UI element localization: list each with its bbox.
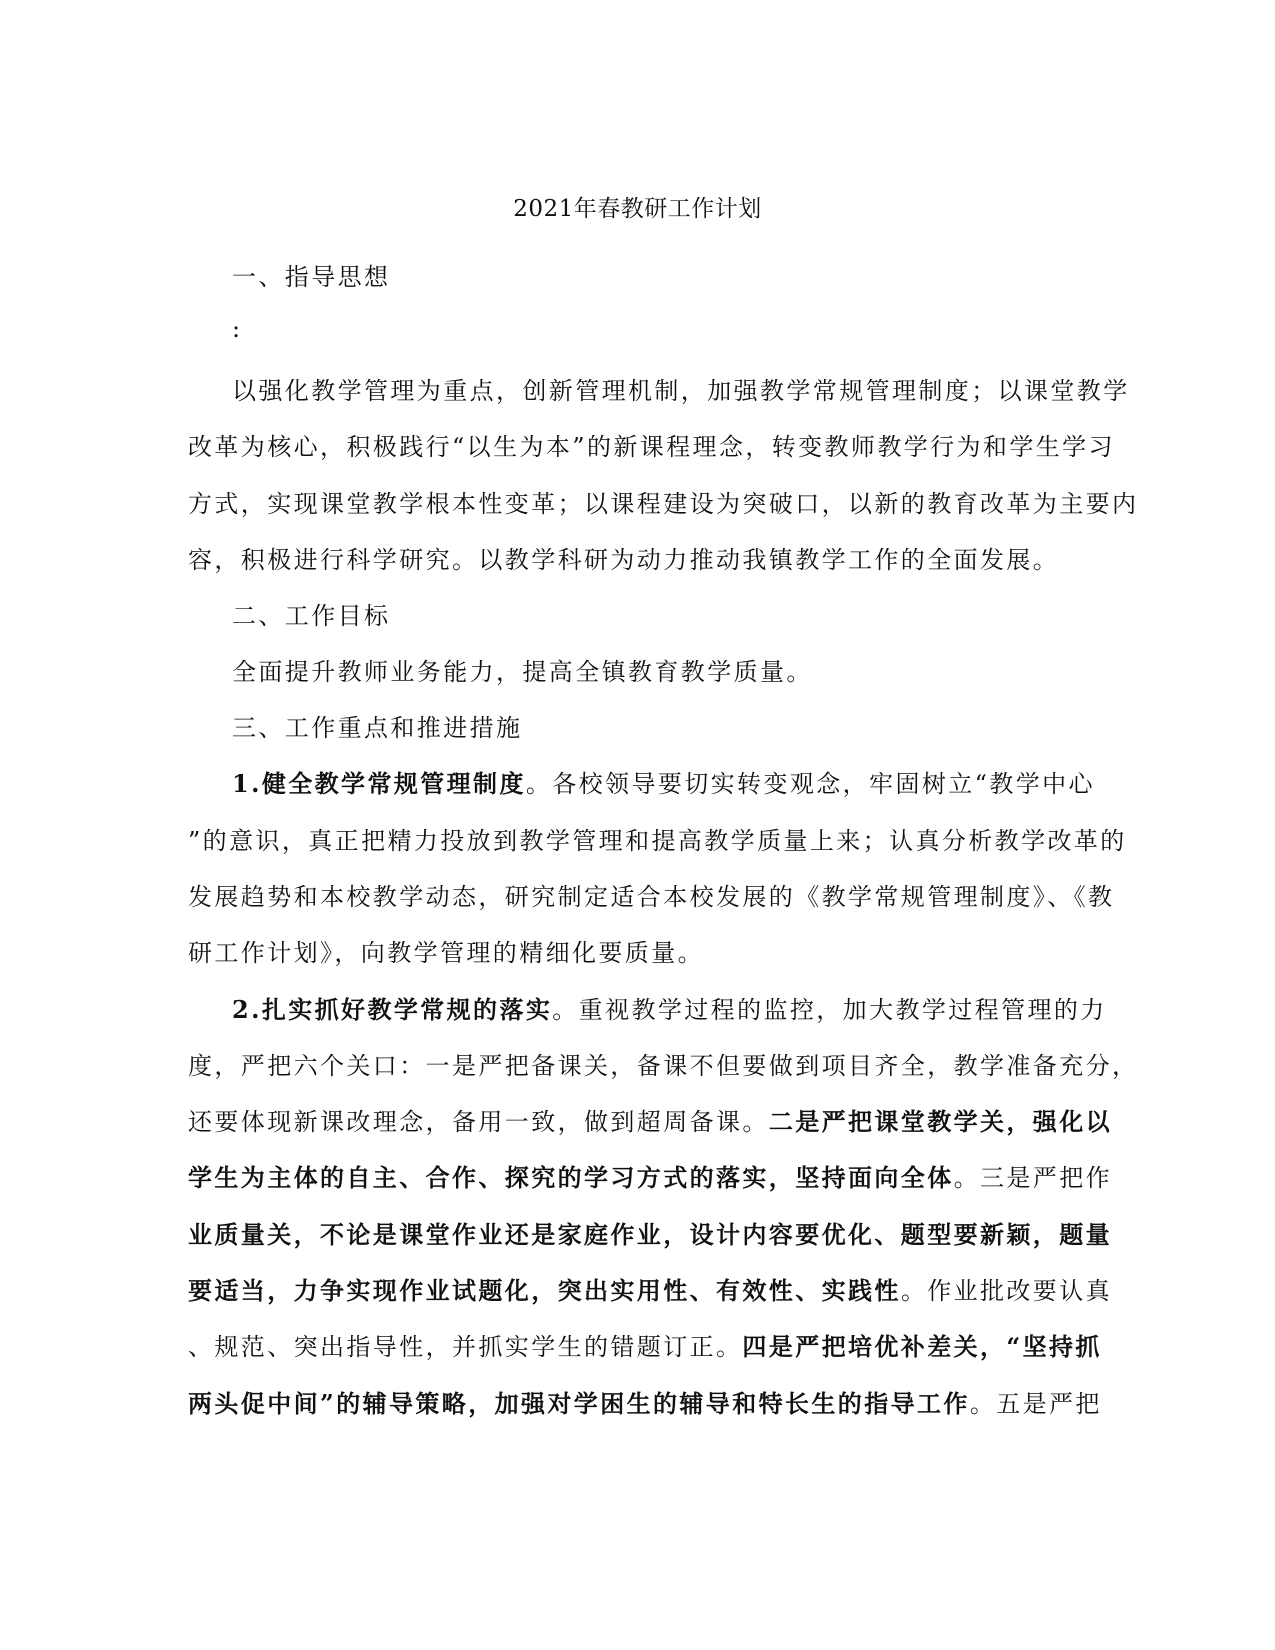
paragraph-line: 研工作计划》，向教学管理的精细化要质量。 xyxy=(188,939,704,967)
paragraph-line: 1.健全教学常规管理制度。各校领导要切实转变观念，牢固树立“教学中心 xyxy=(232,769,1095,798)
heading-guiding-ideology: 一、指导思想 xyxy=(232,263,391,291)
text-line: : xyxy=(232,315,243,343)
paragraph-line: 业质量关，不论是课堂作业还是家庭作业，设计内容要优化、题型要新颖，题量 xyxy=(188,1220,1112,1249)
paragraph-line: 以强化教学管理为重点，创新管理机制，加强教学常规管理制度；以课堂教学 xyxy=(232,377,1130,405)
item-2-title: 2.扎实抓好教学常规的落实 xyxy=(232,995,553,1024)
paragraph-line: 方式，实现课堂教学根本性变革；以课程建设为突破口，以新的教育改革为主要内 xyxy=(188,490,1139,518)
paragraph-line: 全面提升教师业务能力，提高全镇教育教学质量。 xyxy=(232,658,813,686)
paragraph-line: 容，积极进行科学研究。以教学科研为动力推动我镇教学工作的全面发展。 xyxy=(188,546,1060,574)
paragraph-line: ”的意识，真正把精力投放到教学管理和提高教学质量上来；认真分析教学改革的 xyxy=(188,827,1127,855)
paragraph-line: 度，严把六个关口：一是严把备课关，备课不但要做到项目齐全，教学准备充分， xyxy=(188,1052,1139,1080)
document-title: 2021年春教研工作计划 xyxy=(513,196,762,222)
paragraph-line: 两头促中间”的辅导策略，加强对学困生的辅导和特长生的指导工作。五是严把 xyxy=(188,1389,1102,1418)
paragraph-line: 学生为主体的自主、合作、探究的学习方式的落实，坚持面向全体。三是严把作 xyxy=(188,1163,1113,1192)
heading-key-work: 三、工作重点和推进措施 xyxy=(232,714,523,742)
paragraph-line: 发展趋势和本校教学动态，研究制定适合本校发展的《教学常规管理制度》、《教 xyxy=(188,883,1115,911)
paragraph-line: 要适当，力争实现作业试题化，突出实用性、有效性、实践性。作业批改要认真 xyxy=(188,1276,1113,1305)
paragraph-line: 改革为核心，积极践行“以生为本”的新课程理念，转变教师教学行为和学生学习 xyxy=(188,433,1115,461)
paragraph-line: 、规范、突出指导性，并抓实学生的错题订正。四是严把培优补差关，“坚持抓 xyxy=(188,1332,1102,1361)
item-1-title: 1.健全教学常规管理制度 xyxy=(232,769,526,798)
paragraph-line: 还要体现新课改理念，备用一致，做到超周备课。二是严把课堂教学关，强化以 xyxy=(188,1107,1113,1136)
paragraph-line: 2.扎实抓好教学常规的落实。重视教学过程的监控，加大教学过程管理的力 xyxy=(232,995,1107,1024)
heading-work-goals: 二、工作目标 xyxy=(232,602,391,630)
